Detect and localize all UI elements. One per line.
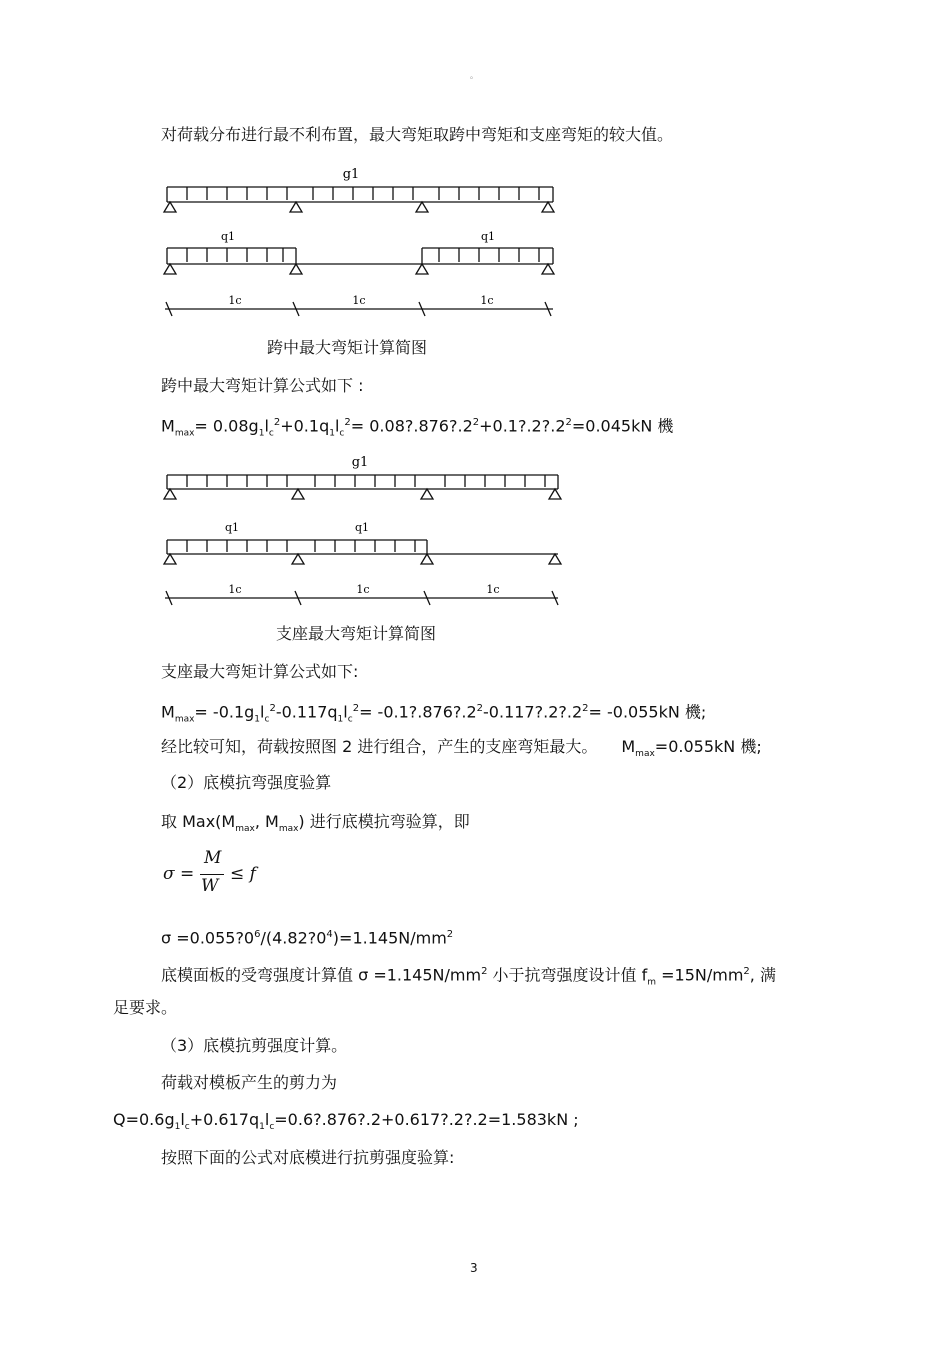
take-max-sentence: 取 $Max(M_{max}$, $M_{max}$) 进行底模抗弯验算，即: [161, 812, 470, 835]
distributed-load-arrows: [187, 187, 539, 200]
load-label-q1-span2: q1: [354, 521, 370, 534]
formula1-intro: 跨中最大弯矩计算公式如下 :: [161, 376, 364, 395]
formula2: $M_{max}= -0.1g_1l_c^2-0.117q_1l_c^2=$ $-0.1?.876?.2^2-0.117?.2?.2^2= -0.055kN$ 機;: [161, 702, 707, 725]
header-mark: 。: [470, 71, 478, 80]
sigma-calculation: $\sigma =0.055?0^6/(4.82?0^4)=1.145N/mm^2$: [161, 928, 454, 948]
support-triangle: [542, 202, 554, 212]
load-label-q1-left: q1: [220, 230, 236, 243]
intro-paragraph: 对荷载分布进行最不利布置，最大弯矩取跨中弯矩和支座弯矩的较大值。: [161, 125, 674, 144]
span-label: 1c: [228, 294, 242, 307]
load-label-g1: g1: [351, 455, 369, 470]
load-label-g1: g1: [342, 167, 360, 182]
support-triangle: [164, 202, 176, 212]
page-number: 3: [470, 1261, 478, 1275]
load-label-q1-span1: q1: [224, 521, 240, 534]
midspan-moment-diagram: [155, 160, 575, 325]
diagram2-caption: 支座最大弯矩计算简图: [276, 624, 437, 643]
load-label-q1-right: q1: [480, 230, 496, 243]
span-label: 1c: [480, 294, 494, 307]
shear-check-intro: 按照下面的公式对底模进行抗剪强度验算:: [161, 1148, 455, 1167]
shear-formula: $Q=0.6g_1l_c+0.617q_1l_c=0.6?.876?.2+0.617?.2?.2=1.583kN$ ;: [113, 1110, 579, 1133]
support-triangle: [416, 202, 428, 212]
span-label: 1c: [486, 583, 500, 596]
section3-heading: （3）底模抗剪强度计算。: [161, 1036, 348, 1055]
support-triangle: [290, 202, 302, 212]
span-label: 1c: [352, 294, 366, 307]
formula1: $M_{max}= 0.08g_1l_c^2+0.1q_1l_c^2=$ $0.08?.876?.2^2+0.1?.2?.2^2=0.045kN$ 機: [161, 416, 674, 439]
diagram1-caption: 跨中最大弯矩计算简图: [267, 338, 428, 357]
bending-check-tail: 足要求。: [113, 998, 178, 1017]
section2-heading: （2）底模抗弯强度验算: [161, 773, 332, 792]
span-label: 1c: [356, 583, 370, 596]
span-label: 1c: [228, 583, 242, 596]
support-moment-diagram: [155, 445, 575, 610]
shear-intro: 荷载对模板产生的剪力为: [161, 1073, 338, 1092]
bending-check-line: 底模面板的受弯强度计算值 $\sigma =1.145N/mm^2$ 小于抗弯强度设计值 $f_m =15N/mm^2$, 满: [161, 965, 776, 988]
comparison-sentence: 经比较可知，荷载按照图 2 进行组合，产生的支座弯矩最大。 $M_{max}=0.055kN$ 機;: [161, 737, 762, 760]
formula2-intro: 支座最大弯矩计算公式如下:: [161, 662, 359, 681]
